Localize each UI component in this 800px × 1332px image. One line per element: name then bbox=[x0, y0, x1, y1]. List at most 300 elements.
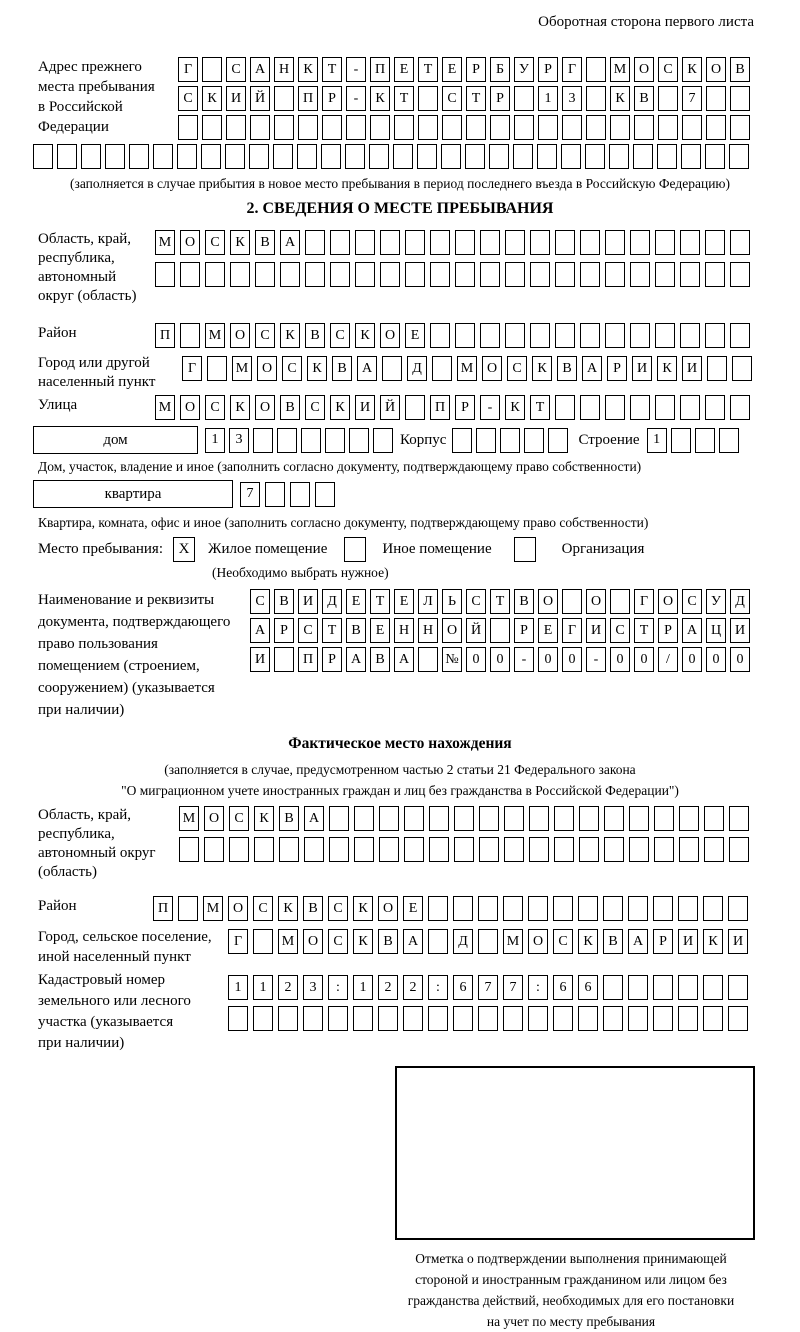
char-cell: Р bbox=[653, 929, 673, 954]
char-cell bbox=[705, 262, 725, 287]
char-cell: : bbox=[528, 975, 548, 1000]
char-cell: К bbox=[307, 356, 327, 381]
char-cell: Т bbox=[322, 618, 342, 643]
char-cell: Г bbox=[178, 57, 198, 82]
char-cell: И bbox=[632, 356, 652, 381]
char-cell bbox=[204, 837, 224, 862]
region-row-1 bbox=[155, 230, 750, 255]
label-line: в Российской bbox=[38, 99, 123, 115]
char-cell bbox=[355, 230, 375, 255]
stroenie-label: Строение bbox=[578, 431, 640, 448]
char-cell bbox=[529, 837, 549, 862]
char-cell bbox=[678, 896, 698, 921]
char-cell: А bbox=[628, 929, 648, 954]
char-cell bbox=[454, 806, 474, 831]
char-cell: О bbox=[180, 230, 200, 255]
char-cell bbox=[370, 115, 390, 140]
char-cell: В bbox=[346, 618, 366, 643]
char-cell: Т bbox=[530, 395, 550, 420]
char-cell bbox=[678, 1006, 698, 1031]
char-cell bbox=[730, 262, 750, 287]
char-cell bbox=[274, 86, 294, 111]
char-cell bbox=[225, 144, 245, 169]
char-cell bbox=[298, 115, 318, 140]
char-cell bbox=[180, 323, 200, 348]
char-cell bbox=[253, 428, 273, 453]
apartment-row bbox=[240, 482, 335, 507]
char-cell bbox=[369, 144, 389, 169]
char-cell bbox=[680, 395, 700, 420]
char-cell: А bbox=[280, 230, 300, 255]
document-row-2 bbox=[250, 618, 750, 643]
char-cell bbox=[404, 806, 424, 831]
char-cell: П bbox=[298, 86, 318, 111]
label-line: Кадастровый номер bbox=[38, 972, 165, 988]
char-cell bbox=[653, 1006, 673, 1031]
char-cell: / bbox=[658, 647, 678, 672]
char-cell: В bbox=[274, 589, 294, 614]
char-cell bbox=[580, 230, 600, 255]
char-cell: В bbox=[378, 929, 398, 954]
char-cell bbox=[81, 144, 101, 169]
char-cell: В bbox=[514, 589, 534, 614]
char-cell bbox=[393, 144, 413, 169]
char-cell bbox=[530, 323, 550, 348]
char-cell: 1 bbox=[647, 428, 667, 453]
char-cell: В bbox=[730, 57, 750, 82]
char-cell bbox=[478, 896, 498, 921]
char-cell: О bbox=[204, 806, 224, 831]
label-line: автономный округ bbox=[38, 845, 156, 861]
char-cell bbox=[655, 323, 675, 348]
char-cell bbox=[653, 975, 673, 1000]
char-cell: И bbox=[355, 395, 375, 420]
house-row bbox=[205, 428, 393, 453]
char-cell bbox=[466, 115, 486, 140]
char-cell: 6 bbox=[578, 975, 598, 1000]
char-cell bbox=[265, 482, 285, 507]
char-cell: Д bbox=[322, 589, 342, 614]
char-cell bbox=[380, 230, 400, 255]
char-cell bbox=[679, 806, 699, 831]
char-cell bbox=[480, 230, 500, 255]
char-cell bbox=[706, 86, 726, 111]
label-line: сооружением) (указывается bbox=[38, 680, 215, 696]
prev-address-block bbox=[0, 57, 800, 140]
char-cell: А bbox=[394, 647, 414, 672]
char-cell bbox=[455, 323, 475, 348]
char-cell: А bbox=[346, 647, 366, 672]
char-cell bbox=[703, 975, 723, 1000]
char-cell bbox=[654, 806, 674, 831]
char-cell bbox=[321, 144, 341, 169]
char-cell bbox=[707, 356, 727, 381]
char-cell bbox=[655, 395, 675, 420]
actual-location-note-2: "О миграционном учете иностранных граждан и лиц без гражданства в Российской Федерации") bbox=[121, 783, 679, 798]
char-cell: Й bbox=[250, 86, 270, 111]
char-cell bbox=[380, 262, 400, 287]
char-cell: С bbox=[205, 230, 225, 255]
char-cell: М bbox=[232, 356, 252, 381]
char-cell: С bbox=[305, 395, 325, 420]
char-cell: О bbox=[586, 589, 606, 614]
char-cell bbox=[586, 86, 606, 111]
char-cell bbox=[254, 837, 274, 862]
char-cell: В bbox=[280, 395, 300, 420]
char-cell: Е bbox=[405, 323, 425, 348]
stamp-note-line: стороной и иностранным гражданином или лицом без bbox=[415, 1272, 727, 1287]
house-block bbox=[33, 426, 800, 454]
char-cell bbox=[428, 929, 448, 954]
char-cell bbox=[455, 262, 475, 287]
char-cell bbox=[505, 262, 525, 287]
char-cell: Г bbox=[562, 57, 582, 82]
char-cell bbox=[562, 589, 582, 614]
char-cell: Д bbox=[730, 589, 750, 614]
prev-address-row-4 bbox=[33, 144, 800, 169]
char-cell: К bbox=[532, 356, 552, 381]
section2-title: 2. СВЕДЕНИЯ О МЕСТЕ ПРЕБЫВАНИЯ bbox=[246, 200, 554, 217]
char-cell: К bbox=[682, 57, 702, 82]
char-cell bbox=[33, 144, 53, 169]
char-cell: М bbox=[205, 323, 225, 348]
char-cell: 7 bbox=[682, 86, 702, 111]
actual-district-block bbox=[0, 896, 800, 921]
char-cell: Е bbox=[403, 896, 423, 921]
char-cell bbox=[490, 618, 510, 643]
char-cell: Й bbox=[380, 395, 400, 420]
char-cell bbox=[480, 323, 500, 348]
char-cell: У bbox=[514, 57, 534, 82]
label-line: республика, bbox=[38, 250, 115, 266]
house-note: Дом, участок, владение и иное (заполнить согласно документу, подтверждающему право собственности) bbox=[38, 459, 642, 474]
place-type-label: Место пребывания: bbox=[38, 541, 163, 557]
char-cell: А bbox=[250, 618, 270, 643]
char-cell: № bbox=[442, 647, 462, 672]
char-cell bbox=[305, 230, 325, 255]
char-cell bbox=[609, 144, 629, 169]
char-cell: К bbox=[280, 323, 300, 348]
district-block bbox=[0, 323, 800, 348]
char-cell: В bbox=[603, 929, 623, 954]
label-line: при наличии) bbox=[38, 1035, 125, 1051]
char-cell: 3 bbox=[229, 428, 249, 453]
char-cell: С bbox=[229, 806, 249, 831]
char-cell: Т bbox=[466, 86, 486, 111]
char-cell: 0 bbox=[490, 647, 510, 672]
char-cell bbox=[490, 115, 510, 140]
char-cell bbox=[553, 896, 573, 921]
char-cell bbox=[207, 356, 227, 381]
char-cell: 6 bbox=[553, 975, 573, 1000]
city-row bbox=[182, 356, 752, 381]
actual-region-block bbox=[0, 806, 800, 882]
char-cell: А bbox=[250, 57, 270, 82]
char-cell bbox=[253, 1006, 273, 1031]
char-cell: В bbox=[332, 356, 352, 381]
char-cell: В bbox=[303, 896, 323, 921]
char-cell bbox=[633, 144, 653, 169]
char-cell bbox=[680, 230, 700, 255]
actual-city-block bbox=[0, 927, 800, 967]
label-line: Город, сельское поселение, bbox=[38, 929, 212, 945]
char-cell bbox=[610, 589, 630, 614]
label-line: Область, край, bbox=[38, 231, 132, 247]
char-cell bbox=[503, 1006, 523, 1031]
char-cell bbox=[454, 837, 474, 862]
char-cell bbox=[505, 323, 525, 348]
char-cell: Т bbox=[418, 57, 438, 82]
actual-location-note-1: (заполняется в случае, предусмотренном частью 2 статьи 21 Федерального закона bbox=[164, 762, 636, 777]
char-cell: Р bbox=[455, 395, 475, 420]
char-cell bbox=[634, 115, 654, 140]
char-cell: О bbox=[634, 57, 654, 82]
char-cell: М bbox=[278, 929, 298, 954]
region-label bbox=[0, 230, 155, 306]
char-cell bbox=[704, 837, 724, 862]
char-cell bbox=[428, 896, 448, 921]
char-cell: М bbox=[610, 57, 630, 82]
char-cell bbox=[479, 806, 499, 831]
char-cell bbox=[315, 482, 335, 507]
char-cell bbox=[379, 837, 399, 862]
char-cell bbox=[580, 323, 600, 348]
char-cell bbox=[729, 837, 749, 862]
char-cell bbox=[229, 837, 249, 862]
char-cell: 7 bbox=[503, 975, 523, 1000]
char-cell: Е bbox=[394, 57, 414, 82]
char-cell: И bbox=[730, 618, 750, 643]
char-cell: 3 bbox=[303, 975, 323, 1000]
char-cell bbox=[429, 837, 449, 862]
prev-address-row-3 bbox=[178, 115, 750, 140]
char-cell: Е bbox=[370, 618, 390, 643]
char-cell: К bbox=[353, 929, 373, 954]
char-cell: М bbox=[155, 395, 175, 420]
char-cell: К bbox=[278, 896, 298, 921]
label-line: помещением (строением, bbox=[38, 658, 200, 674]
char-cell bbox=[177, 144, 197, 169]
char-cell: С bbox=[466, 589, 486, 614]
char-cell bbox=[504, 837, 524, 862]
char-cell bbox=[455, 230, 475, 255]
char-cell bbox=[328, 1006, 348, 1031]
char-cell bbox=[405, 262, 425, 287]
char-cell bbox=[728, 1006, 748, 1031]
char-cell bbox=[274, 115, 294, 140]
char-cell bbox=[305, 262, 325, 287]
char-cell: 7 bbox=[240, 482, 260, 507]
house-box-label: дом bbox=[33, 426, 198, 454]
checkbox-residential: X bbox=[173, 537, 195, 562]
char-cell: 2 bbox=[403, 975, 423, 1000]
char-cell bbox=[428, 1006, 448, 1031]
char-cell bbox=[478, 929, 498, 954]
char-cell: И bbox=[586, 618, 606, 643]
char-cell bbox=[228, 1006, 248, 1031]
char-cell bbox=[630, 395, 650, 420]
char-cell: 3 bbox=[562, 86, 582, 111]
char-cell: Е bbox=[394, 589, 414, 614]
char-cell bbox=[249, 144, 269, 169]
char-cell bbox=[441, 144, 461, 169]
char-cell: К bbox=[353, 896, 373, 921]
char-cell: С bbox=[328, 896, 348, 921]
option-label-other-premises: Иное помещение bbox=[382, 541, 492, 557]
apartment-note: Квартира, комната, офис и иное (заполнить согласно документу, подтверждающему право собственности) bbox=[38, 515, 649, 530]
char-cell: П bbox=[298, 647, 318, 672]
char-cell bbox=[273, 144, 293, 169]
char-cell bbox=[678, 975, 698, 1000]
char-cell bbox=[530, 262, 550, 287]
char-cell: К bbox=[298, 57, 318, 82]
char-cell: - bbox=[586, 647, 606, 672]
char-cell: К bbox=[703, 929, 723, 954]
char-cell bbox=[478, 1006, 498, 1031]
char-cell: Р bbox=[538, 57, 558, 82]
char-cell bbox=[226, 115, 246, 140]
label-line: земельного или лесного bbox=[38, 993, 191, 1009]
char-cell bbox=[355, 262, 375, 287]
char-cell: 2 bbox=[278, 975, 298, 1000]
checkbox-organization bbox=[514, 537, 536, 562]
char-cell bbox=[404, 837, 424, 862]
char-cell bbox=[178, 896, 198, 921]
char-cell: М bbox=[155, 230, 175, 255]
char-cell bbox=[57, 144, 77, 169]
char-cell: Ц bbox=[706, 618, 726, 643]
region-block bbox=[0, 230, 800, 306]
char-cell bbox=[628, 1006, 648, 1031]
char-cell: О bbox=[228, 896, 248, 921]
char-cell bbox=[378, 1006, 398, 1031]
char-cell bbox=[303, 1006, 323, 1031]
document-block bbox=[0, 589, 800, 721]
actual-region-row-2 bbox=[179, 837, 749, 862]
korpus-row bbox=[452, 428, 568, 453]
char-cell bbox=[394, 115, 414, 140]
apartment-box-label: квартира bbox=[33, 480, 233, 508]
char-cell: 7 bbox=[478, 975, 498, 1000]
char-cell bbox=[548, 428, 568, 453]
char-cell: 2 bbox=[378, 975, 398, 1000]
actual-district-label: Район bbox=[38, 898, 77, 914]
char-cell: М bbox=[457, 356, 477, 381]
char-cell: С bbox=[255, 323, 275, 348]
korpus-label: Корпус bbox=[400, 431, 447, 448]
char-cell bbox=[373, 428, 393, 453]
char-cell: - bbox=[480, 395, 500, 420]
char-cell bbox=[453, 896, 473, 921]
char-cell: Г bbox=[562, 618, 582, 643]
char-cell bbox=[703, 896, 723, 921]
label-line: участка (указывается bbox=[38, 1014, 174, 1030]
char-cell: И bbox=[678, 929, 698, 954]
char-cell: 0 bbox=[466, 647, 486, 672]
char-cell: А bbox=[304, 806, 324, 831]
char-cell bbox=[465, 144, 485, 169]
char-cell: О bbox=[658, 589, 678, 614]
char-cell bbox=[530, 230, 550, 255]
label-line: Наименование и реквизиты bbox=[38, 592, 215, 608]
label-line: округ (область) bbox=[38, 288, 137, 304]
char-cell: П bbox=[155, 323, 175, 348]
char-cell bbox=[730, 230, 750, 255]
char-cell: А bbox=[582, 356, 602, 381]
char-cell bbox=[129, 144, 149, 169]
char-cell bbox=[500, 428, 520, 453]
char-cell: К bbox=[370, 86, 390, 111]
char-cell: Л bbox=[418, 589, 438, 614]
char-cell: И bbox=[682, 356, 702, 381]
char-cell bbox=[586, 115, 606, 140]
char-cell: В bbox=[370, 647, 390, 672]
char-cell bbox=[255, 262, 275, 287]
char-cell bbox=[330, 230, 350, 255]
char-cell bbox=[680, 262, 700, 287]
char-cell: Т bbox=[634, 618, 654, 643]
char-cell bbox=[529, 806, 549, 831]
char-cell bbox=[682, 115, 702, 140]
cadastral-row-2 bbox=[228, 1006, 748, 1031]
char-cell: У bbox=[706, 589, 726, 614]
label-line: Город или другой bbox=[38, 355, 150, 371]
char-cell: Д bbox=[453, 929, 473, 954]
char-cell: Р bbox=[466, 57, 486, 82]
char-cell bbox=[681, 144, 701, 169]
char-cell bbox=[658, 115, 678, 140]
char-cell bbox=[706, 115, 726, 140]
char-cell bbox=[538, 115, 558, 140]
char-cell bbox=[301, 428, 321, 453]
char-cell bbox=[304, 837, 324, 862]
char-cell: Г bbox=[634, 589, 654, 614]
char-cell bbox=[655, 230, 675, 255]
char-cell bbox=[155, 262, 175, 287]
label-line: Федерации bbox=[38, 119, 109, 135]
char-cell bbox=[628, 896, 648, 921]
char-cell bbox=[658, 86, 678, 111]
char-cell bbox=[430, 230, 450, 255]
char-cell: С bbox=[610, 618, 630, 643]
label-line: Область, край, bbox=[38, 807, 132, 823]
char-cell bbox=[205, 262, 225, 287]
char-cell bbox=[278, 1006, 298, 1031]
char-cell bbox=[603, 975, 623, 1000]
char-cell bbox=[514, 86, 534, 111]
char-cell: 0 bbox=[610, 647, 630, 672]
char-cell bbox=[728, 896, 748, 921]
char-cell: С bbox=[328, 929, 348, 954]
char-cell: М bbox=[503, 929, 523, 954]
stamp-note-line: Отметка о подтверждении выполнения принимающей bbox=[415, 1251, 727, 1266]
char-cell bbox=[730, 395, 750, 420]
char-cell: 1 bbox=[253, 975, 273, 1000]
char-cell bbox=[657, 144, 677, 169]
place-type-note: (Необходимо выбрать нужное) bbox=[212, 565, 389, 580]
char-cell: Р bbox=[322, 86, 342, 111]
char-cell: О bbox=[380, 323, 400, 348]
label-line: иной населенный пункт bbox=[38, 949, 191, 965]
label-line: документа, подтверждающего bbox=[38, 614, 231, 630]
char-cell bbox=[630, 262, 650, 287]
char-cell bbox=[274, 647, 294, 672]
stamp-box bbox=[395, 1066, 755, 1240]
char-cell bbox=[705, 144, 725, 169]
char-cell: О bbox=[482, 356, 502, 381]
char-cell bbox=[605, 262, 625, 287]
char-cell bbox=[430, 323, 450, 348]
